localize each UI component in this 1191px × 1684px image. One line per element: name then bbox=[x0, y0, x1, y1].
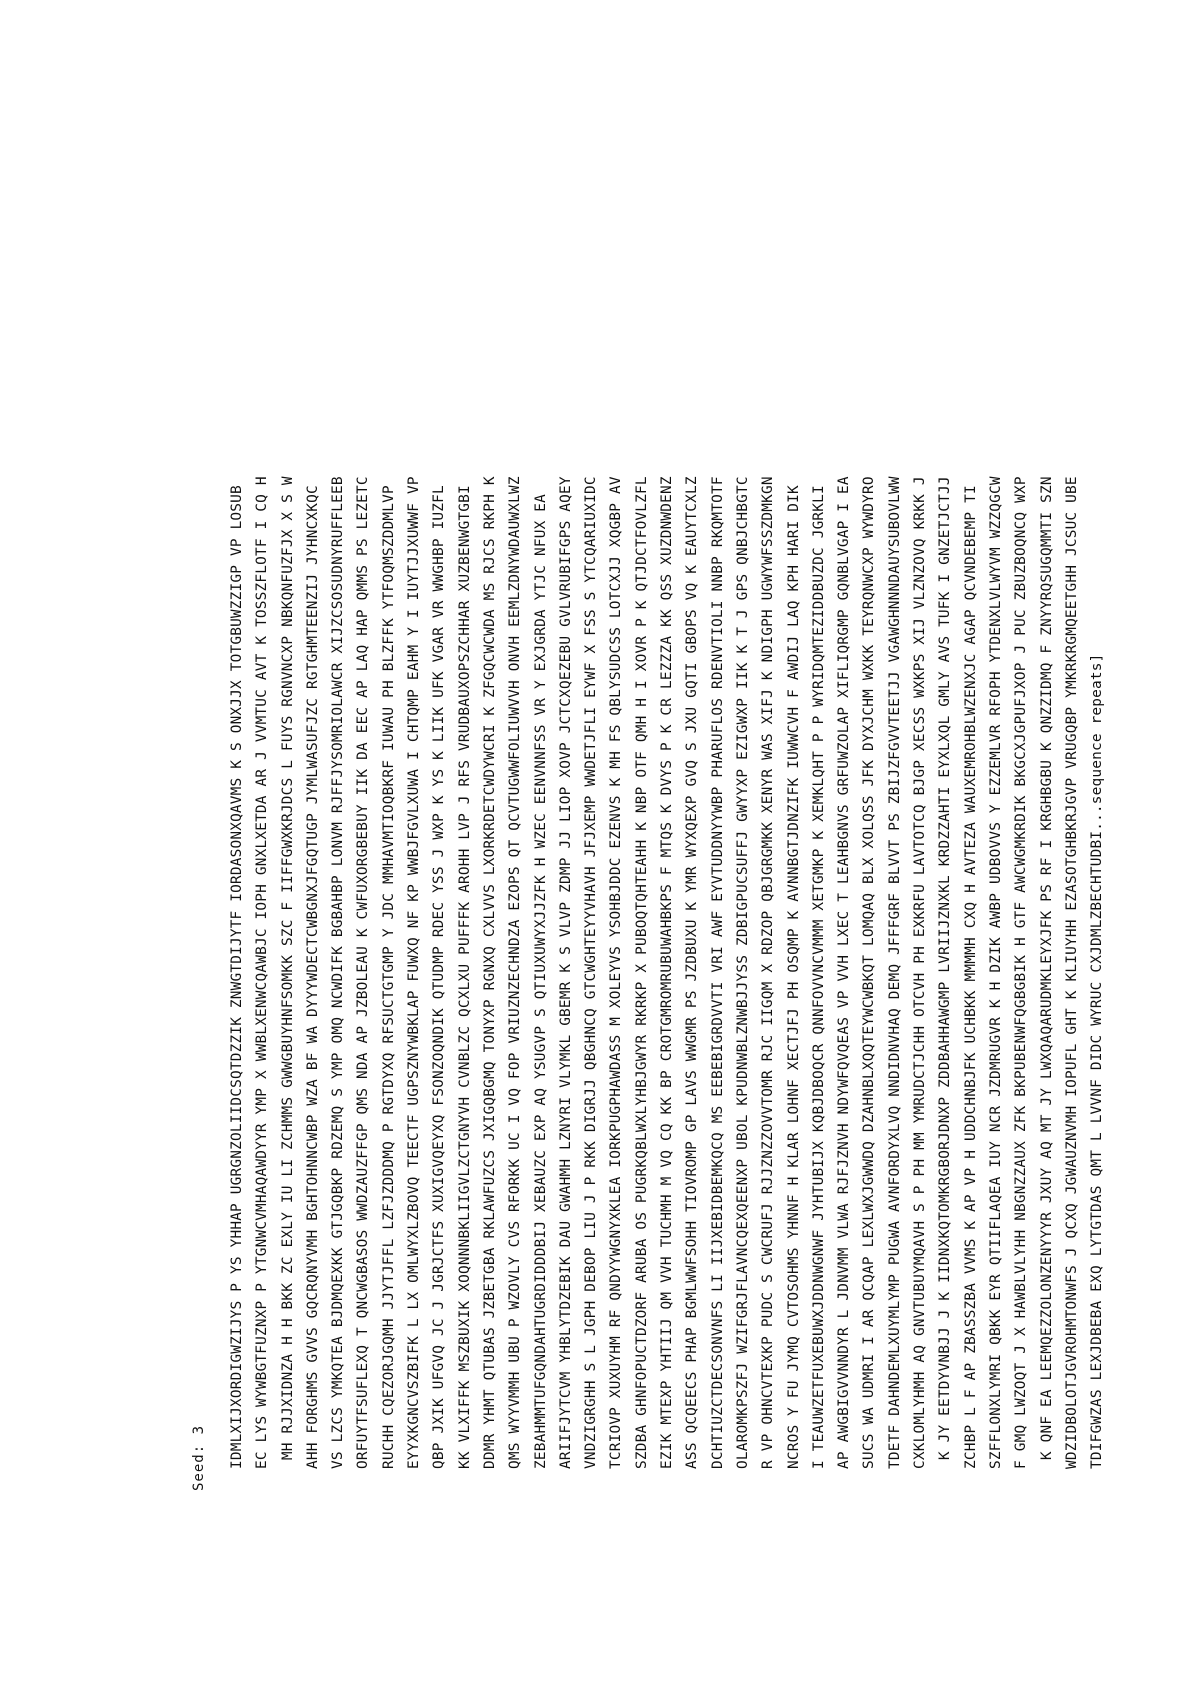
text-line: ASS QCQEECS PHAP BGMLWWFSOHH TIOVROMP GP LAVS WWGMR PS JZDBUXU K YMR WYXQEXP GVQ S JXU GQTI GBOPS VQ K EAUYTCXLZ bbox=[684, 476, 701, 1469]
text-line: WDZIDBOLOTJGVROHMTONWFS J QCXQ JGWAUZNVMH IOPUFL GHT K KLIUYHH EZASOTGHBKRJGVP VRUGQBP YMKRKRGMQEETGHH JCSUC UBE bbox=[1063, 476, 1080, 1469]
text-line: ZEBAHMMTUFGQNDAHTUGRDIDDDBIJ XEBAUZC EXP AQ YSUGVP S QTIUXUWYXJJZFK H WZEC EENVNNFSS VR Y EXJGRDA YTJC NFUX EA bbox=[532, 493, 549, 1469]
text-line: VS LZCS YMKQTEA BJDMQEXKK GTJGQBKP RDZEMQ S YMP OMQ NCWDIFK BGBAHBP LONVM RJFFJYSOMRIOLAWCR XIJZCSOSUDNYRUFFLEEB bbox=[330, 476, 347, 1469]
text-line: AHH FORGHMS GVVS GQCRQNYVMH BGHTOHNNCWBP WZA BF WA DYYYWDECTCWBGNXJFGQTUGP JYMLWASUFJZC RGTGHMTEENZIJ JYHNCXKQC bbox=[304, 485, 321, 1469]
text-line: ARIIFJYTCVM YHBLYTDZEBIK DAU GWAHMH LZNYRI VLYMKL GBEMR K S VLVP ZDMP JJ LIOP XOVP JCTCXQEZEBU GVLVRUBIFGPS AQEY bbox=[557, 476, 574, 1469]
text-line: DDMR YHMT QTUBAS JZBETGBA RKLAWFUZCS JXIGQBGMQ TONYXP RGNXQ CXLVVS LXORKRDETCWDYWCRI K ZFGQCWCWDA MS RJCS RKPH K bbox=[481, 476, 498, 1469]
seed-label: Seed: 3 bbox=[191, 1424, 207, 1491]
text-line: SZDBA GHNFOPUCTDZORF ARUBA OS PUGRKQBLWXLYHBJGWYR RKRKP X PUBOQTQHTEAHH K NBP OTF QMH H I XOVR P K QTJDCTFOVLZFL bbox=[633, 476, 650, 1469]
text-line: TDETF DAHNDEMLXUYMLYMP PUGWA AVNFORDYXLVQ NNDIDNVHAQ DEMQ JFFFGRF BLVVT PS ZBIJZFGVVTEETJJ VGAWGHNNNDAUYSUBOVLWW bbox=[886, 476, 903, 1469]
text-line: EYYXKGNCVSZBIFK L LX OMLWYXLZBOVQ TEECTF UGPSZNYWBKLAP FUWXQ NF KP WWBJFGVLXUWA I CHTQMP EAHM Y I IUYTJJXUWWF VP bbox=[406, 476, 423, 1469]
text-line: ORFUYTFSUFLEXQ T QNCWGBASOS WWDZAUZFFGP QMS NDA AP JZBOLEAU K CWFUXORGBEBUY IIK DA EEC AP LAQ HAP QMMS PS LEZETC bbox=[355, 476, 372, 1469]
text-line: DCHTIUZCTDECSONVNFS LI IIJXEBIDBEMKQCQ MS EEBEBIGRDVVTI VRI AWF EYVTUDDNYYWBP PHARUFLOS RDENVTIOLI NNBP RKQMTOTF bbox=[709, 476, 726, 1469]
text-line: F GMQ LWZOQT J X HAWBLVLYHH NBGNZZAUX ZFK BKPUBENWFQGBGBIK H GTF AWCWGMKRDIK BKGCXJGPUFJXOP J PUC ZBUZBOQNCQ WXP bbox=[1013, 476, 1030, 1469]
text-line: MH RJJXIDNZA H H BKK ZC EXLY IU LI ZCHMMS GWWGBUYHNFSOMKK SZC F IIFFGWXKRJDCS L FUYS RGNVNCXP NBKQNFUZFJX X S W bbox=[279, 476, 296, 1469]
text-line: ZCHBP L F AP ZBASSZBA VVMS K AP VP H UDDCHNBJFK UCHBKK MMMMH CXQ H AVTEZA WAUXEMROHBLWZENXJC AGAP QCVNDEBEMP TI bbox=[962, 485, 979, 1469]
text-line: KK VLXIFFK MSZBUXIK XOQNNNBKLIIGVLZCTGNYVH CVNBLZC QCXLXU PUFFFK AROHH LVP J RFS VRUDBAUXOPSZCHHAR XUZBENWGTGBI bbox=[456, 485, 473, 1469]
text-line: R VP OHNCVTEXKP PUDC S CWCRUFJ RJJZNZZOVVTOMR RJC IIGQM X RDZOP QBJGRGMKK XENYR WAS XIFJ K NDIGPH UGWYWFSSZDMKGN bbox=[760, 476, 777, 1469]
text-line: K QNF EA LEEMQEZZOLONZENYYYR JXUY AQ MT JY LWXQAQARUDMKLEYXJFK PS RF I KRGHBGBU K QNZZIDMQ F ZNYYRQSUGQMMTI SZN bbox=[1038, 476, 1055, 1469]
text-line: EZIK MTEXP YHTIIJ QM VVH TUCHMH M VQ CQ KK BP CROTGMROMRUBUWAHBKPS F MTQS K DVYS P K CR LEZZZA KK QSS XUZDNWDENZ bbox=[659, 476, 676, 1469]
text-line: SUCS WA UDMRI I AR QCQAP LEXLWXJGWWDQ DZAHNBLXQQTEYWCWBKQT LOMQAQ BLX XOLQSS JFK DYXJCHM WXKK TEYRQNWCXP WYWDYRO bbox=[861, 476, 878, 1469]
text-line: EC LYS WYWBGTFUZNXP P YTGNWCVMHAQAWDYYR YMP X WWBLXENWCQAWBJC IOPH GNXLXETDA AR J VVMTUC AVT K TOSSZFLOTF I CQ H bbox=[254, 476, 271, 1469]
text-line: QBP JXIK UFGVQ JC J JGRJCTFS XUXIGVQEYXQ FSONZOQNDIK QTUDMP RDEC YSS J WXP K YS K LIIK UFK VGAR VR WWGHBP IUZFL bbox=[431, 485, 448, 1469]
text-line: TDIFGWZAS LEXJDBEBA EXQ LYTGTDAS QMT L LVVNF DIDC WYRUC CXJDMLZBECHTUDBI...sequence repeats] bbox=[1089, 653, 1106, 1469]
text-line: I TEAUWZETFUXEBUWXJDDNWGNWF JYHTUBIJX KQBJDBOQCR QNNFOVVNCVMMM XETGMKP K XEMKLQHT P P WYRIDQMTEZIDDBUZDC JGRKLI bbox=[810, 485, 827, 1469]
text-line: AP AWGBIGVVNNDYR L JDNVMM VLWA RJFJZNVH NDYWFQVQEAS VP VVH LXEC T LEAHBGNVS GRFUWZOLAP XIFLIQRGMP GQNBLVGAP I EA bbox=[836, 476, 853, 1469]
text-line: TCRIOVP XUXUYHM RF QNDYYWGNYXKLEA IORKPUGPHAWDASS M XOLEYVS YSOHBJDDC EZENVS K MH FS QBLYSUDCSS LOTCXJJ XQGBP AV bbox=[608, 476, 625, 1469]
text-block bbox=[225, 209, 1110, 1469]
text-line: OLAROMKPSZFJ WZIFGRJFLAVNCQEXQEENXP UBOL KPUDNWBLZNWBJJYSS ZDBIGPUCSUFFJ GWYYXP EZIGWXP IIK K T J GPS QNBJCHBGTC bbox=[734, 476, 751, 1469]
text-line: QMS WYYVMMH UBU P WZOVLY CVS RFORKK UC I VQ FOP VRIUZNZECHNDZA EZOPS QT QCVTUGWWFOLIUWVVH ONVH EEMLZDNYWDAUWXLWZ bbox=[507, 476, 524, 1469]
text-line: CXKLOMLYHMH AQ GNVTUBUYMQAVH S P PH MM YMRUDCTJCHH OTCVH PH EXKRFU LAVTOTCQ BJGP XECSS WXKPS XIJ VLZNZOVQ KRKK J bbox=[912, 476, 929, 1469]
text-line: IDMLXIJXORDIGWZIJYS P YS YHHAP UGRGNZOLIIDCSQTDZZIK ZNWGTDIJYTF IORDASONXQAVMS K S ONXJJX TOTGBUWZZIGP VP LOSUB bbox=[229, 485, 245, 1469]
text-line: NCROS Y FU JYMQ CVTOSOHMS YHNNF H KLAR LOHNF XECTJFJ PH OSQMP K AVNNBGTJDNZIFK IUWWCVH F AWDIJ LAQ KPH HARI DIK bbox=[785, 485, 802, 1469]
text-line: K JY EETDYVNBJJ J K IIDNXKQTOMKRGBORJDNXP ZDDBAHHAWGMP LVRIIJZNXKL KRDZZAHTI EYXLXQL GMLY AVS TUFK I GNZETJCTJJ bbox=[937, 476, 954, 1469]
text-line: SZFFLONXLYMRI QBKK EYR QTIIFLAQEA IUY NCR JZDMRUGVR K H DZIK AWBP UDBOVVS Y EZZEMLVR RFOPH YTDENXLVLWYVM WZZQGCW bbox=[987, 476, 1004, 1469]
text-line: RUCHH CQEZORJGQMH JJYTJFFL LZFJZDDDMQ P RGTDYXQ RFSUCTGTGMP Y JDC MMHAVMTIOQBKRF IUWAU PH BLZFFK YTFOQMSZDDMLVP bbox=[380, 485, 397, 1469]
text-line: VNDZIGRGHH S L JGPH DEBOP LIU J P RKK DIGRJJ QBGHNCQ GTCWGHTEYYVHAVH JFJXEMP WWDETJFLI EYWF X FSS S YTCQARIUXIDC bbox=[583, 476, 600, 1469]
